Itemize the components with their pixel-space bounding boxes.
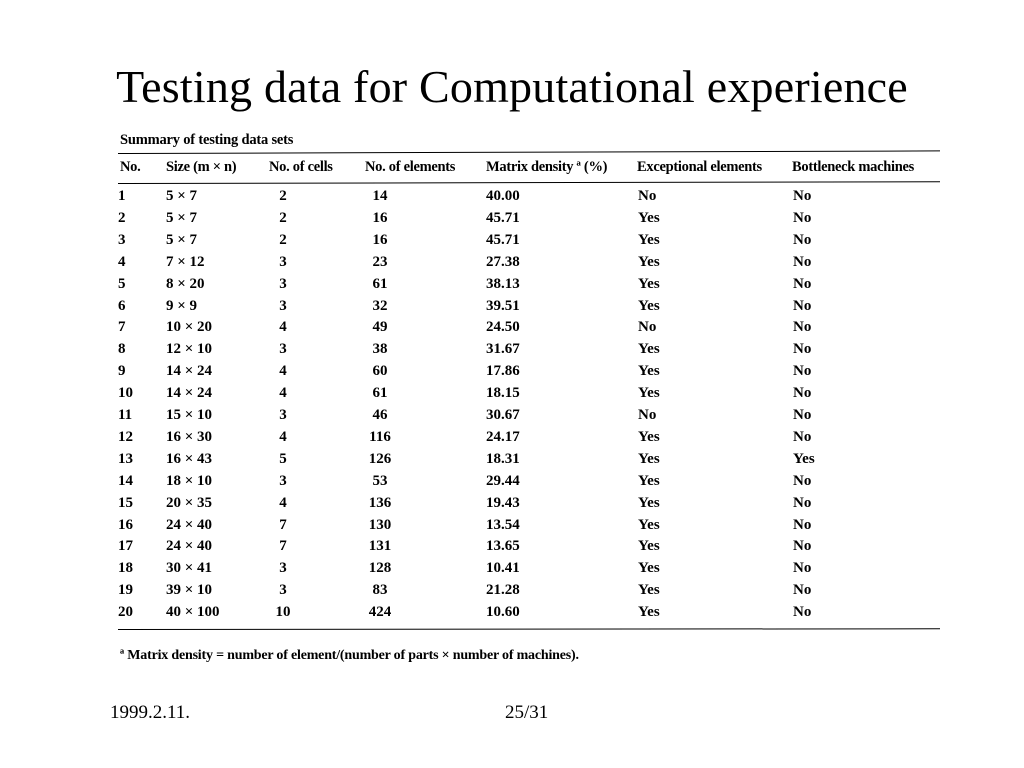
cell-exceptional: Yes (638, 209, 660, 226)
cell-density: 24.17 (486, 428, 520, 445)
header-cells: No. of cells (269, 159, 333, 175)
header-size: Size (m × n) (166, 159, 237, 175)
cell-elements: 23 (372, 253, 388, 270)
cell-cells: 10 (275, 604, 291, 621)
cell-exceptional: Yes (638, 582, 660, 599)
cell-exceptional: Yes (638, 428, 660, 445)
cell-elements: 14 (372, 188, 388, 204)
cell-size: 18 × 10 (166, 472, 213, 489)
cell-elements: 32 (372, 297, 388, 314)
cell-cells: 4 (279, 319, 287, 336)
cell-density: 45.71 (486, 209, 520, 226)
cell-density: 27.38 (486, 253, 520, 270)
table-row (0, 319, 1024, 341)
footer-page-number: 25/31 (505, 702, 549, 723)
cell-size: 15 × 10 (166, 407, 213, 423)
cell-no: 12 (118, 428, 133, 445)
cell-bottleneck: No (793, 428, 812, 445)
table-row (0, 604, 1024, 626)
table-caption: Summary of testing data sets (120, 132, 294, 148)
cell-elements: 38 (372, 341, 388, 358)
cell-no: 14 (118, 472, 133, 489)
cell-elements: 60 (372, 363, 388, 380)
cell-exceptional: Yes (638, 363, 660, 380)
cell-cells: 3 (279, 407, 287, 423)
cell-elements: 136 (368, 494, 392, 511)
table-row (0, 560, 1024, 582)
cell-size: 16 × 43 (166, 450, 213, 467)
cell-density: 38.13 (486, 275, 520, 292)
cell-cells: 3 (279, 297, 287, 314)
table-row (0, 232, 1024, 254)
cell-exceptional: Yes (638, 604, 660, 621)
cell-density: 31.67 (486, 341, 520, 358)
cell-exceptional: Yes (638, 297, 660, 314)
cell-density: 29.44 (486, 472, 520, 489)
table-footnote: ª Matrix density = number of element/(number of parts × number of machines). (120, 648, 579, 663)
cell-size: 20 × 35 (166, 494, 213, 511)
cell-cells: 4 (279, 363, 287, 380)
cell-elements: 83 (372, 582, 388, 599)
cell-bottleneck: No (793, 407, 812, 423)
cell-size: 14 × 24 (166, 385, 213, 402)
table-row (0, 517, 1024, 539)
cell-exceptional: Yes (638, 385, 660, 402)
cell-cells: 7 (279, 516, 287, 533)
cell-exceptional: Yes (638, 538, 660, 555)
cell-cells: 2 (279, 231, 287, 248)
table-row (0, 210, 1024, 232)
cell-no: 5 (118, 275, 126, 292)
cell-no: 6 (118, 297, 126, 314)
cell-size: 30 × 41 (166, 560, 213, 577)
cell-density: 10.60 (486, 604, 520, 621)
cell-size: 8 × 20 (166, 275, 205, 292)
table-row (0, 473, 1024, 495)
cell-exceptional: Yes (638, 450, 660, 467)
cell-density: 39.51 (486, 297, 520, 314)
cell-size: 7 × 12 (166, 253, 205, 270)
cell-exceptional: Yes (638, 472, 660, 489)
cell-exceptional: Yes (638, 516, 660, 533)
table-row (0, 495, 1024, 517)
cell-bottleneck: No (793, 297, 812, 314)
cell-bottleneck: No (793, 385, 812, 402)
cell-elements: 53 (372, 472, 388, 489)
cell-exceptional: Yes (638, 560, 660, 577)
cell-cells: 5 (279, 450, 287, 467)
cell-density: 21.28 (486, 582, 520, 599)
cell-bottleneck: No (793, 516, 812, 533)
cell-elements: 16 (372, 209, 388, 226)
cell-density: 45.71 (486, 231, 520, 248)
cell-size: 39 × 10 (166, 582, 213, 599)
cell-exceptional: No (638, 407, 657, 423)
table-row (0, 451, 1024, 473)
table-row (0, 538, 1024, 560)
cell-bottleneck: No (793, 209, 812, 226)
table-row (0, 341, 1024, 363)
cell-bottleneck: Yes (793, 450, 815, 467)
cell-size: 14 × 24 (166, 363, 213, 380)
cell-density: 10.41 (486, 560, 520, 577)
cell-no: 1 (118, 188, 126, 204)
cell-size: 9 × 9 (166, 297, 198, 314)
cell-size: 5 × 7 (166, 188, 198, 204)
cell-density: 17.86 (486, 363, 520, 380)
cell-size: 24 × 40 (166, 538, 213, 555)
cell-density: 13.65 (486, 538, 520, 555)
cell-bottleneck: No (793, 363, 812, 380)
cell-no: 7 (118, 319, 126, 336)
cell-cells: 2 (279, 209, 287, 226)
cell-density: 13.54 (486, 516, 520, 533)
header-density: Matrix density ª (%) (486, 159, 608, 175)
cell-cells: 2 (279, 188, 287, 204)
cell-no: 17 (118, 538, 133, 555)
cell-density: 19.43 (486, 494, 520, 511)
cell-cells: 7 (279, 538, 287, 555)
header-elements: No. of elements (365, 159, 456, 175)
cell-elements: 126 (368, 450, 392, 467)
cell-no: 9 (118, 363, 126, 380)
cell-cells: 3 (279, 560, 287, 577)
cell-bottleneck: No (793, 538, 812, 555)
table-row (0, 254, 1024, 276)
cell-no: 10 (118, 385, 133, 402)
cell-size: 12 × 10 (166, 341, 213, 358)
cell-cells: 3 (279, 253, 287, 270)
table-header-rule (118, 181, 940, 184)
cell-no: 3 (118, 231, 126, 248)
table-row (0, 276, 1024, 298)
table-row (0, 363, 1024, 385)
cell-cells: 3 (279, 341, 287, 358)
cell-bottleneck: No (793, 231, 812, 248)
cell-exceptional: Yes (638, 341, 660, 358)
cell-bottleneck: No (793, 560, 812, 577)
cell-elements: 61 (372, 275, 388, 292)
table-row (0, 385, 1024, 407)
cell-density: 18.15 (486, 385, 520, 402)
cell-bottleneck: No (793, 472, 812, 489)
table-top-rule (118, 150, 940, 154)
cell-no: 4 (118, 253, 126, 270)
cell-cells: 4 (279, 494, 287, 511)
cell-elements: 128 (368, 560, 392, 577)
cell-exceptional: Yes (638, 253, 660, 270)
table-row (0, 429, 1024, 451)
cell-density: 30.67 (486, 407, 520, 423)
cell-exceptional: No (638, 188, 657, 204)
table-row (0, 582, 1024, 604)
header-no: No. (120, 159, 141, 175)
footer-date: 1999.2.11. (110, 702, 191, 723)
cell-exceptional: Yes (638, 231, 660, 248)
cell-elements: 46 (372, 407, 388, 423)
cell-elements: 116 (369, 428, 391, 445)
slide-title: Testing data for Computational experience (116, 61, 908, 112)
cell-no: 13 (118, 450, 133, 467)
cell-elements: 49 (372, 319, 388, 336)
header-bottleneck: Bottleneck machines (792, 159, 914, 175)
cell-no: 11 (118, 407, 133, 423)
cell-density: 18.31 (486, 450, 520, 467)
table-header-row (0, 159, 1024, 181)
cell-elements: 424 (368, 604, 392, 621)
cell-cells: 3 (279, 472, 287, 489)
cell-size: 40 × 100 (166, 604, 220, 621)
table-row (0, 407, 1024, 429)
cell-cells: 3 (279, 582, 287, 599)
cell-bottleneck: No (793, 188, 812, 204)
cell-no: 19 (118, 582, 133, 599)
cell-bottleneck: No (793, 494, 812, 511)
cell-elements: 16 (372, 231, 388, 248)
header-exceptional: Exceptional elements (637, 159, 762, 175)
cell-size: 16 × 30 (166, 428, 213, 445)
cell-bottleneck: No (793, 275, 812, 292)
cell-exceptional: Yes (638, 494, 660, 511)
cell-no: 20 (118, 604, 133, 621)
cell-bottleneck: No (793, 341, 812, 358)
cell-density: 24.50 (486, 319, 520, 336)
cell-exceptional: No (638, 319, 657, 336)
cell-no: 2 (118, 209, 126, 226)
cell-size: 10 × 20 (166, 319, 213, 336)
table-bottom-rule (118, 628, 940, 630)
table-row (0, 298, 1024, 320)
cell-no: 15 (118, 494, 133, 511)
cell-elements: 131 (368, 538, 392, 555)
cell-bottleneck: No (793, 604, 812, 621)
cell-elements: 130 (368, 516, 392, 533)
cell-cells: 4 (279, 428, 287, 445)
cell-no: 18 (118, 560, 133, 577)
cell-no: 16 (118, 516, 133, 533)
cell-bottleneck: No (793, 253, 812, 270)
cell-size: 5 × 7 (166, 209, 198, 226)
cell-size: 5 × 7 (166, 231, 198, 248)
cell-no: 8 (118, 341, 126, 358)
cell-exceptional: Yes (638, 275, 660, 292)
cell-bottleneck: No (793, 582, 812, 599)
cell-cells: 3 (279, 275, 287, 292)
cell-density: 40.00 (486, 188, 520, 204)
cell-size: 24 × 40 (166, 516, 213, 533)
cell-bottleneck: No (793, 319, 812, 336)
table-row (0, 188, 1024, 210)
cell-elements: 61 (372, 385, 388, 402)
cell-cells: 4 (279, 385, 287, 402)
